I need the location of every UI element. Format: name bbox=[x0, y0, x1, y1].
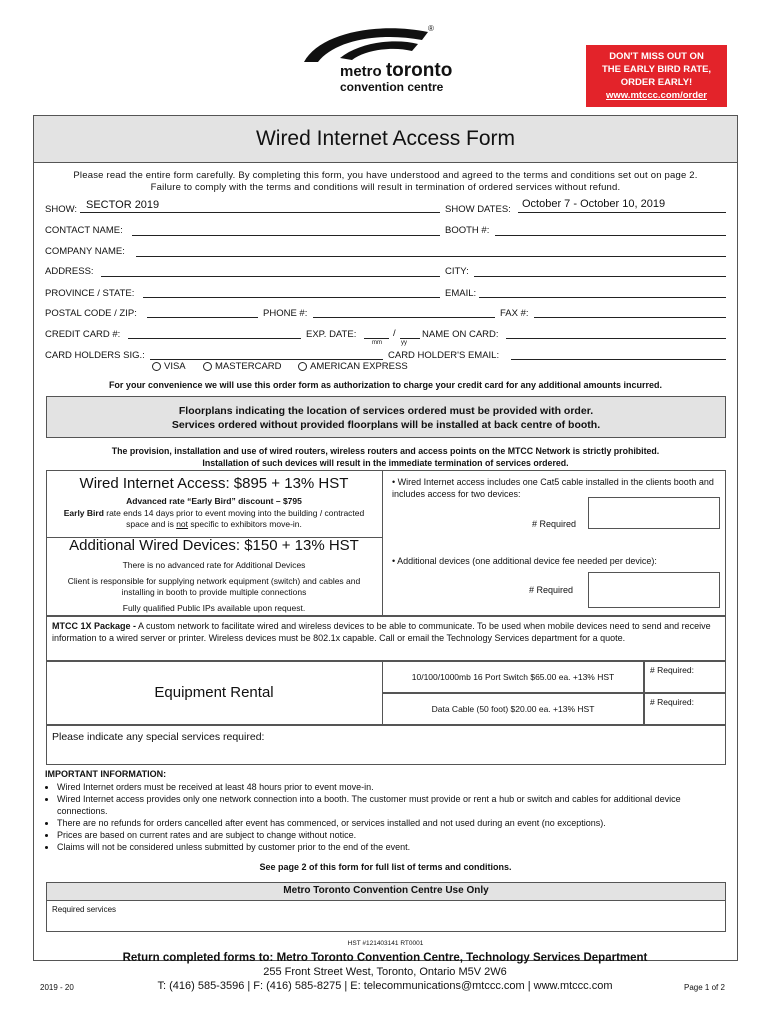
exp-month-field[interactable] bbox=[364, 326, 389, 339]
contact-name-label: CONTACT NAME: bbox=[45, 225, 123, 236]
early-bird-promo bbox=[586, 45, 727, 107]
phone-field[interactable] bbox=[313, 305, 495, 318]
services-divider bbox=[382, 470, 383, 616]
additional-title: Additional Wired Devices: $150 + 13% HST bbox=[69, 537, 359, 554]
amex-option[interactable] bbox=[298, 361, 408, 372]
no-advanced-rate: There is no advanced rate for Additional Devices bbox=[122, 560, 306, 570]
exp-slash: / bbox=[393, 328, 396, 339]
visa-option[interactable] bbox=[152, 361, 186, 372]
show-dates-label: SHOW DATES: bbox=[445, 204, 511, 215]
exp-year-field[interactable] bbox=[400, 326, 420, 339]
promo-line3: ORDER EARLY! bbox=[620, 77, 693, 88]
mastercard-label: MASTERCARD bbox=[215, 361, 282, 372]
footer-year: 2019 - 20 bbox=[40, 983, 74, 992]
card-holders-sig-label: CARD HOLDERS SIG.: bbox=[45, 350, 145, 361]
important-list bbox=[45, 781, 725, 853]
return-address-title: Return completed forms to: Metro Toronto Convention Centre, Technology Services Department bbox=[122, 952, 648, 964]
prohibition-line2: Installation of such devices will result in the immediate termination of services ordered. bbox=[202, 458, 569, 468]
name-on-card-field[interactable] bbox=[506, 326, 726, 339]
client-responsible2: installing in booth to provide multiple connections bbox=[121, 587, 307, 597]
important-item: • Prices are based on current rates and are subject to change without notice. bbox=[57, 829, 725, 841]
special-services-label: Please indicate any special services required: bbox=[52, 731, 265, 743]
early-bird-rate: Advanced rate “Early Bird” discount – $795 bbox=[126, 496, 302, 506]
switch-required-label: # Required: bbox=[650, 665, 694, 675]
office-use-title: Metro Toronto Convention Centre Use Only bbox=[283, 885, 489, 896]
intro-line1: Please read the entire form carefully. By completing this form, you have understood and agreed to the terms and conditions set out on page 2. bbox=[73, 170, 698, 181]
cable-item: Data Cable (50 foot) $20.00 ea. +13% HST bbox=[431, 704, 595, 714]
wired-required-label: # Required bbox=[532, 519, 577, 529]
floorplan-box bbox=[46, 396, 726, 438]
visa-label: VISA bbox=[164, 361, 186, 372]
cc-email-field[interactable] bbox=[511, 347, 726, 360]
important-item: • Wired Internet orders must be received at least 48 hours prior to event move-in. bbox=[57, 781, 725, 793]
early-bird-note2: space and is not specific to exhibitors move-in. bbox=[126, 519, 302, 529]
registered-mark: ® bbox=[428, 24, 434, 33]
wired-title: Wired Internet Access: $895 + 13% HST bbox=[79, 475, 349, 492]
promo-line1: DON'T MISS OUT ON bbox=[609, 51, 704, 62]
prohibition-line1: The provision, installation and use of wired routers, wireless routers and access points on the MTCC Network is strictly prohibited. bbox=[111, 446, 660, 456]
fax-field[interactable] bbox=[534, 305, 726, 318]
additional-bullet: • Additional devices (one additional device fee needed per device): bbox=[392, 556, 657, 566]
footer-contact: T: (416) 585-3596 | F: (416) 585-8275 | E: telecommunications@mtccc.com | www.mtccc.com bbox=[157, 980, 613, 992]
wired-required-input[interactable] bbox=[588, 497, 720, 529]
additional-required-label: # Required bbox=[529, 585, 574, 595]
logo-line1: metro toronto bbox=[340, 60, 453, 81]
exp-mm: mm bbox=[372, 340, 382, 346]
province-label: PROVINCE / STATE: bbox=[45, 288, 135, 299]
see-page2: See page 2 of this form for full list of terms and conditions. bbox=[259, 862, 512, 872]
early-bird-note1: Early Bird rate ends 14 days prior to event moving into the building / contracted bbox=[63, 508, 365, 518]
address-field[interactable] bbox=[101, 264, 440, 277]
hst-number: HST #121403141 RT0001 bbox=[347, 940, 424, 947]
equipment-title: Equipment Rental bbox=[154, 684, 274, 701]
public-ips: Fully qualified Public IPs available upon request. bbox=[122, 603, 306, 613]
important-item: • There are no refunds for orders cancelled after event has commenced, or services installed and not used during an event (no exceptions). bbox=[57, 817, 725, 829]
cc-email-label: CARD HOLDER'S EMAIL: bbox=[388, 350, 500, 361]
mtcc1x-text: MTCC 1X Package - A custom network to facilitate wired and wireless devices to be able to communicate. To be used when mobile devices need to send and receive information to a wired server or printer. Wireless devices must be 802.1x capable. Call or email the Technology Services department for a quote. bbox=[52, 621, 711, 643]
signature-field[interactable] bbox=[150, 347, 383, 360]
booth-field[interactable] bbox=[495, 223, 726, 236]
mastercard-option[interactable] bbox=[203, 361, 282, 372]
important-item: • Claims will not be considered unless submitted by customer prior to the end of the event. bbox=[57, 841, 725, 853]
promo-line2: THE EARLY BIRD RATE, bbox=[601, 64, 712, 75]
company-name-label: COMPANY NAME: bbox=[45, 246, 125, 257]
show-dates-value: October 7 - October 10, 2019 bbox=[522, 198, 666, 210]
intro-line2: Failure to comply with the terms and conditions will result in termination of ordered services without refund. bbox=[150, 182, 621, 193]
client-responsible1: Client is responsible for supplying network equipment (switch) and cables and bbox=[67, 576, 361, 586]
floorplan-line2: Services ordered without provided floorplans will be installed at back centre of booth. bbox=[171, 419, 601, 431]
credit-card-field[interactable] bbox=[128, 326, 301, 339]
footer-page: Page 1 of 2 bbox=[684, 983, 725, 992]
name-on-card-label: NAME ON CARD: bbox=[422, 329, 499, 340]
phone-label: PHONE #: bbox=[263, 308, 308, 319]
booth-label: BOOTH #: bbox=[445, 225, 490, 236]
email-label: EMAIL: bbox=[445, 288, 477, 299]
city-field[interactable] bbox=[474, 264, 726, 277]
show-label: SHOW: bbox=[45, 204, 78, 215]
exp-date-label: EXP. DATE: bbox=[306, 329, 357, 340]
city-label: CITY: bbox=[445, 266, 469, 277]
mtcc-logo bbox=[300, 24, 453, 104]
office-use-box bbox=[46, 900, 726, 932]
logo-line2: convention centre bbox=[340, 80, 444, 94]
cable-required-label: # Required: bbox=[650, 697, 694, 707]
required-services-label: Required services bbox=[52, 905, 117, 914]
credit-card-label: CREDIT CARD #: bbox=[45, 329, 121, 340]
important-heading: IMPORTANT INFORMATION: bbox=[45, 769, 167, 779]
wired-bullet: • Wired Internet access includes one Cat5 cable installed in the clients booth and includes access for two devices: bbox=[392, 477, 714, 499]
contact-name-field[interactable] bbox=[132, 223, 440, 236]
switch-item: 10/100/1000mb 16 Port Switch $65.00 ea. +13% HST bbox=[411, 672, 615, 682]
email-field[interactable] bbox=[479, 285, 726, 298]
address-label: ADDRESS: bbox=[45, 266, 94, 277]
company-name-field[interactable] bbox=[136, 244, 726, 257]
postal-field[interactable] bbox=[147, 305, 258, 318]
floorplan-line1: Floorplans indicating the location of services ordered must be provided with order. bbox=[178, 405, 594, 417]
postal-label: POSTAL CODE / ZIP: bbox=[45, 308, 137, 319]
footer-address: 255 Front Street West, Toronto, Ontario M5V 2W6 bbox=[263, 966, 507, 978]
exp-yy: yy bbox=[401, 340, 407, 346]
amex-radio-icon[interactable] bbox=[298, 362, 307, 371]
fax-label: FAX #: bbox=[500, 308, 529, 319]
visa-radio-icon[interactable] bbox=[152, 362, 161, 371]
form-title: Wired Internet Access Form bbox=[34, 116, 737, 163]
promo-order-link[interactable]: www.mtccc.com/order bbox=[605, 90, 707, 101]
province-field[interactable] bbox=[143, 285, 440, 298]
important-item: • Wired Internet access provides only one network connection into a booth. The customer must provide or rent a hub or switch and cables for additional device connections. bbox=[57, 793, 725, 817]
authorization-note: For your convenience we will use this order form as authorization to charge your credit card for any additional amounts incurred. bbox=[108, 380, 663, 390]
show-value: SECTOR 2019 bbox=[86, 199, 160, 211]
amex-label: AMERICAN EXPRESS bbox=[310, 361, 408, 372]
additional-required-input[interactable] bbox=[588, 572, 720, 608]
mastercard-radio-icon[interactable] bbox=[203, 362, 212, 371]
